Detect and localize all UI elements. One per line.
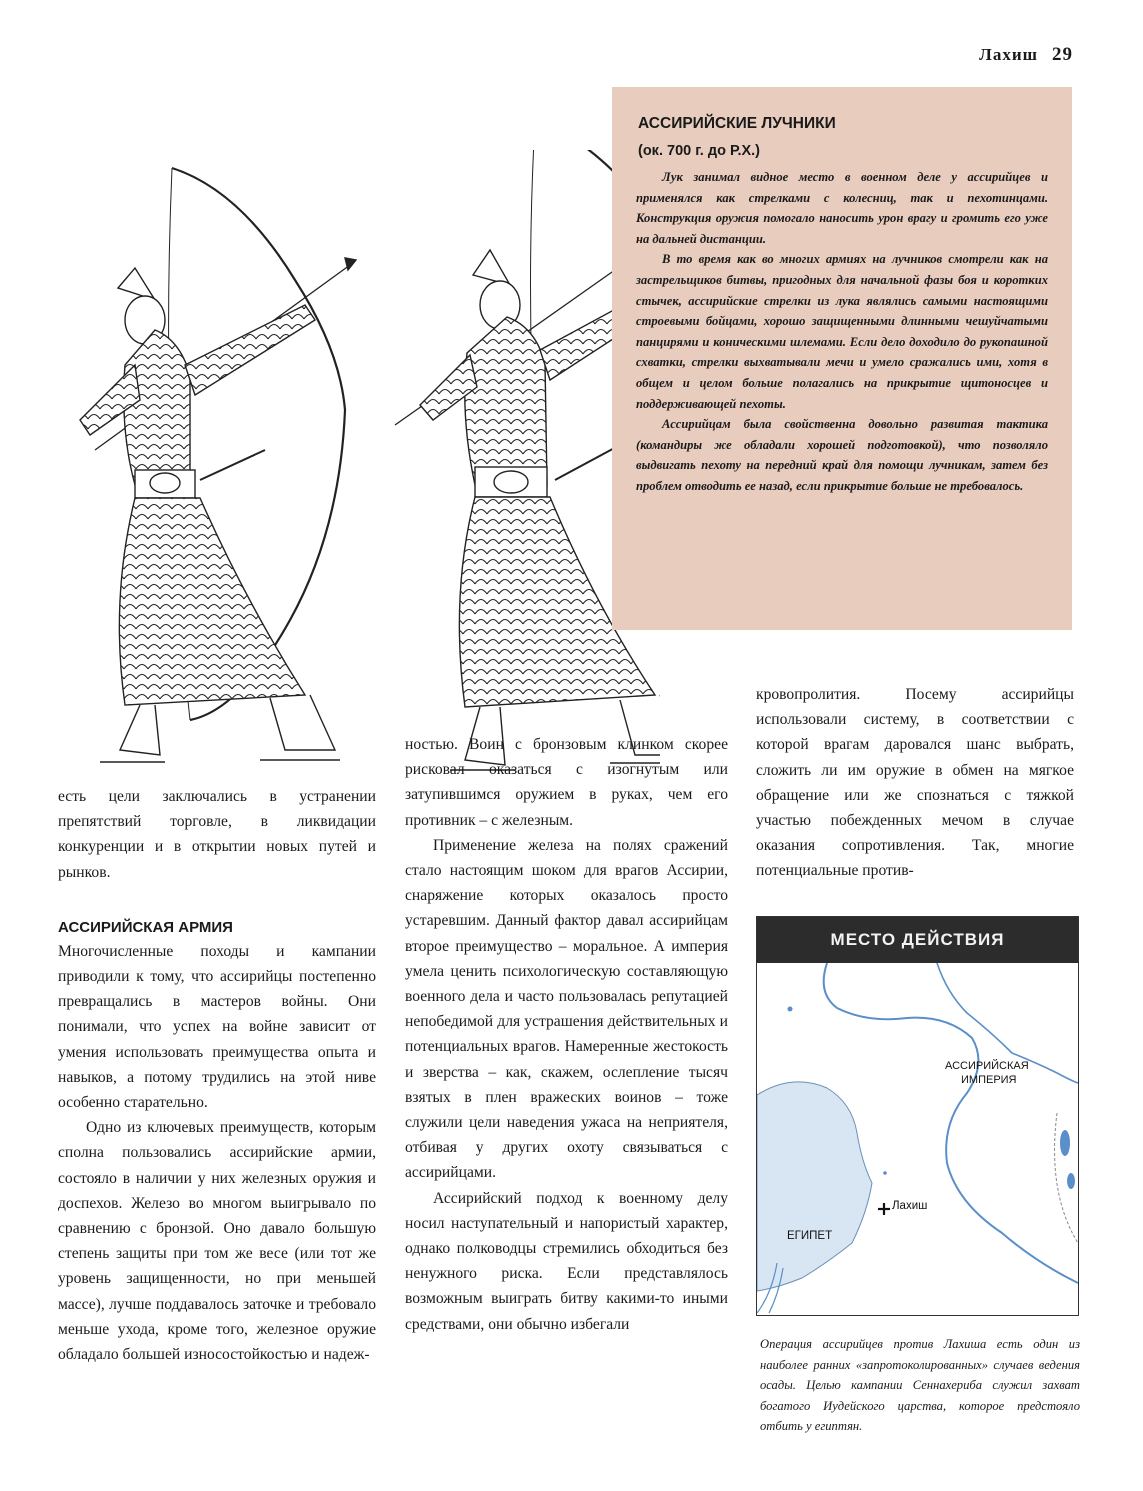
map-river (824, 963, 1078, 1283)
section-heading: АССИРИЙСКАЯ АРМИЯ (58, 918, 233, 936)
paragraph: кровопролития. Посему ассирийцы использовали систему, в соответствии с которой врагам даровался шанс выбрать, сложить ли им оружие в обмен на мягкое обращение или же спознаться с тяжкой участью побежденных мечом в случае оказания сопротивления. Так, многие потенциальные против- (756, 686, 1074, 880)
text-column-3 (756, 682, 1074, 884)
running-header (979, 44, 1073, 66)
paragraph: ностью. Воин с бронзовым клинком скорее рисковал оказаться с изогнутым или затупившимся оружием в руках, чем его противник – с железным. (405, 736, 728, 829)
text-column-2 (405, 732, 728, 1337)
map-label-empire: АССИРИЙСКАЯ (945, 1060, 1029, 1072)
map-caption: Операция ассирийцев против Лахиша есть один из наиболее ранних «запротоколированных» случаев ведения осады. Целью кампании Сеннахериба служил захват богатого Иудейского царства, которое предстояло отбить у египтян. (760, 1337, 1080, 1434)
map-label-egypt: ЕГИПЕТ (787, 1230, 833, 1242)
sidebar-date: (ок. 700 г. до Р.Х.) (638, 143, 761, 159)
map-lake (1060, 1130, 1070, 1156)
sidebar-body (636, 167, 1048, 497)
map-sea (757, 1082, 872, 1291)
archer-left (80, 168, 356, 762)
map-label-lachish: Лахиш (892, 1200, 928, 1212)
sidebar-paragraph: В то время как во многих армиях на лучников смотрели как на застрельщиков битвы, пригодных для начальной фазы боя и коротких стычек, ассирийские стрелки из лука являлись самыми настоящими строевыми бойцами, хорошо защищенными длинными чешуйчатыми панцирями и коническими шлемами. Если дело доходило до рукопашной схватки, стрелки выхватывали мечи и умело сражались ими, хотя в общем и целом больше полагались на прикрытие щитоносцев и поддерживающей пехоты. (636, 252, 1048, 411)
sidebar-box-assyrian-archers (612, 87, 1072, 630)
lachish-marker-icon (878, 1203, 890, 1215)
map-title: МЕСТО ДЕЙСТВИЯ (757, 917, 1078, 963)
map-label-empire-2: ИМПЕРИЯ (961, 1074, 1017, 1086)
text-column-1 (58, 784, 376, 1367)
sidebar-heading: АССИРИЙСКИЕ ЛУЧНИКИ (638, 115, 836, 132)
sidebar-paragraph: Лук занимал видное место в военном деле у ассирийцев и применялся как стрелками с колесниц, так и пехотинцами. Конструкция оружия помогало наносить урон врагу и громить его уже на дальней дистанции. (636, 170, 1048, 246)
page-number: 29 (1052, 44, 1073, 65)
map-lake (883, 1171, 887, 1175)
paragraph: Многочисленные походы и кампании приводили к тому, что ассирийцы постепенно превращались в мастеров войны. Они понимали, что успех на войне зависит от умения использовать преимущества опыта и навыков, а потому трудились на этой ниве особенно старательно. (58, 942, 376, 1112)
map-drawing (757, 963, 1078, 1315)
paragraph: Одно из ключевых преимуществ, которым сполна пользовались ассирийские армии, состояло в наличии у них железных оружия и доспехов. Железо во многом выигрывало по сравнению с бронзой. Оно давало большую степень защиты при том же весе (или тот же уровень защищенности, но при меньшей массе), лучше поддавалось заточке и требовало меньше ухода, кроме того, железное оружие обладало большей износостойкостью и надеж- (58, 1119, 376, 1364)
location-map (756, 916, 1079, 1316)
map-lake (1067, 1173, 1075, 1189)
sidebar-paragraph: Ассирийцам была свойственна довольно развитая тактика (командиры же обладали хорошей подготовкой), что позволяло выдвигать пехоту на передний край для помощи лучникам, затем без проблем отводить ее назад, если прикрытие больше не требовалось. (636, 417, 1048, 493)
paragraph: Ассирийский подход к военному делу носил наступательный и напористый характер, однако полководцы стремились обходиться без ненужного риска. Если представлялось возможным выиграть битву какими-то иными средствами, они обычно избегали (405, 1189, 728, 1333)
map-lake (788, 1007, 793, 1012)
paragraph: есть цели заключались в устранении препятствий торговле, в ликвидации конкуренции и в открытии новых путей и рынков. (58, 788, 376, 881)
header-title: Лахиш (979, 45, 1038, 64)
paragraph: Применение железа на полях сражений стало настоящим шоком для врагов Ассирии, снаряжение которых оказалось просто устаревшим. Данный фактор давал ассирийцам второе преимущество – моральное. А империя умела ценить психологическую составляющую военного дела и часто пользовалась репутацией непобедимой для устрашения действительных и потенциальных врагов. Намеренные жестокость и зверства – как, скажем, ослепление тысяч взятых в плен вражеских воинов – тоже служили цели наведения ужаса на неприятеля, отбивая у других охоту связываться с ассирийцами. (405, 836, 728, 1182)
